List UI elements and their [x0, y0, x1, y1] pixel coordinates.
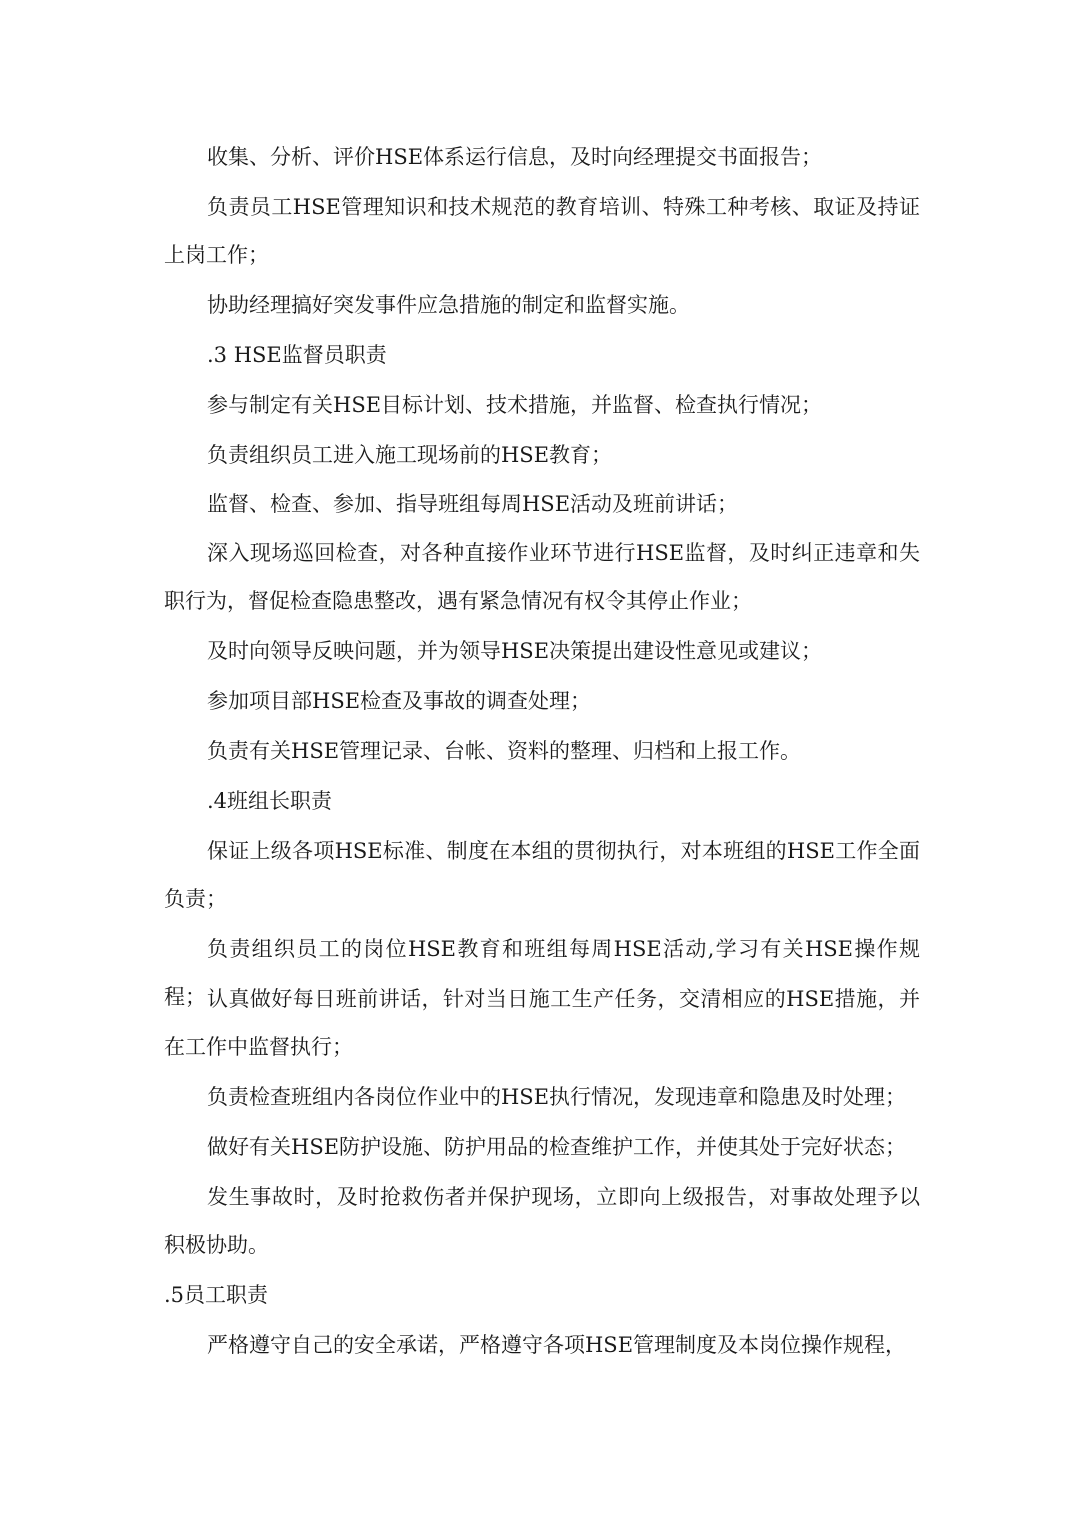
paragraph-post-education: 负责组织员工的岗位HSE教育和班组每周HSE活动,学习有关HSE操作规程；: [164, 937, 920, 1009]
paragraph-report-problems: 及时向领导反映问题，并为领导HSE决策提出建设性意见或建议；: [207, 639, 823, 663]
paragraph-training: 负责员工HSE管理知识和技术规范的教育培训、特殊工种考核、取证及持证上岗工作；: [164, 195, 920, 267]
paragraph-standards: 保证上级各项HSE标准、制度在本组的贯彻执行，对本班组的HSE工作全面负责；: [164, 839, 920, 911]
paragraph-site-education: 负责组织员工进入施工现场前的HSE教育；: [207, 443, 613, 467]
paragraph-inspection: 深入现场巡回检查，对各种直接作业环节进行HSE监督，及时纠正违章和失职行为，督促检查隐患整改，遇有紧急情况有权令其停止作业；: [164, 541, 920, 613]
paragraph-check-execution: 负责检查班组内各岗位作业中的HSE执行情况，发现违章和隐患及时处理；: [207, 1085, 907, 1109]
paragraph-accident-response: 发生事故时，及时抢救伤者并保护现场，立即向上级报告，对事故处理予以积极协助。: [164, 1185, 920, 1257]
paragraph-emergency: 协助经理搞好突发事件应急措施的制定和监督实施。: [207, 293, 690, 317]
paragraph-safety-commitment: 严格遵守自己的安全承诺，严格遵守各项HSE管理制度及本岗位操作规程，: [207, 1333, 907, 1357]
paragraph-records: 负责有关HSE管理记录、台帐、资料的整理、归档和上报工作。: [207, 739, 802, 763]
section-heading-supervisor: .3 HSE监督员职责: [207, 343, 387, 367]
section-heading-team-leader: .4班组长职责: [207, 789, 333, 813]
paragraph-targets: 参与制定有关HSE目标计划、技术措施，并监督、检查执行情况；: [207, 393, 823, 417]
paragraph-info-collection: 收集、分析、评价HSE体系运行信息，及时向经理提交书面报告；: [207, 145, 823, 169]
section-heading-employee: .5员工职责: [164, 1283, 269, 1307]
paragraph-accident-investigation: 参加项目部HSE检查及事故的调查处理；: [207, 689, 592, 713]
paragraph-protection: 做好有关HSE防护设施、防护用品的检查维护工作，并使其处于完好状态；: [207, 1135, 907, 1159]
paragraph-weekly-activity: 监督、检查、参加、指导班组每周HSE活动及班前讲话；: [207, 492, 739, 516]
paragraph-daily-talk: 认真做好每日班前讲话，针对当日施工生产任务，交清相应的HSE措施，并在工作中监督执行；: [164, 987, 920, 1059]
